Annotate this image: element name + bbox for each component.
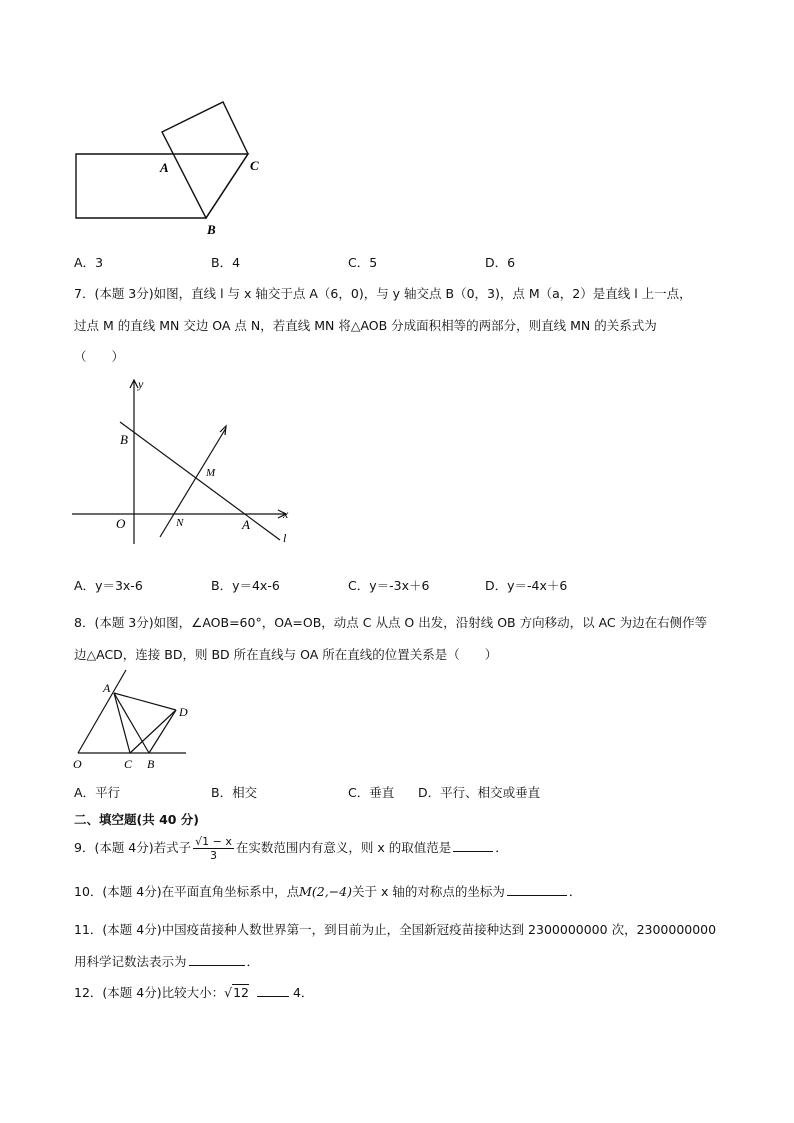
q7-option-c: C．y＝-3x＋6 [348, 578, 430, 593]
q7-option-a: A．y＝3x-6 [74, 578, 143, 593]
q10-text [74, 882, 581, 900]
q10-end: ． [568, 884, 582, 899]
q12-text [74, 983, 313, 1001]
q7-line-mn [160, 428, 226, 537]
q12-sqrt-value: 12 [233, 985, 249, 1000]
q8-label-b: B [147, 757, 155, 771]
q7-option-d: D．y＝-4x＋6 [485, 578, 568, 593]
q9-fraction-denominator: 3 [210, 849, 217, 862]
q11-line2-prefix: 用科学记数法表示为 [74, 954, 187, 969]
q11-text-line1: 11．(本题 4分)中国疫苗接种人数世界第一，到目前为止，全国新冠疫苗接种达到 2300000000 次，2300000000 [74, 922, 717, 937]
q7-text-line3: （ ） [74, 349, 125, 364]
q6-option-c: C．5 [348, 255, 378, 270]
q6-option-b: B．4 [211, 255, 241, 270]
q6-label-b: B [207, 222, 216, 236]
q8-seg-ac [114, 693, 130, 753]
q8-option-d: D．平行、相交或垂直 [418, 785, 541, 800]
q7-option-b: B．y＝4x-6 [211, 578, 280, 593]
q9-prefix: 9．(本题 4分)若式子 [74, 840, 192, 855]
q10-answer-blank[interactable] [507, 883, 567, 896]
q6-option-d: D．6 [485, 255, 516, 270]
q8-label-a: A [103, 681, 111, 695]
q7-figure [68, 372, 308, 552]
q8-seg-ab [114, 693, 149, 753]
q7-label-a: A [242, 517, 250, 532]
q10-prefix: 10．(本题 4分)在平面直角坐标系中，点 [74, 884, 300, 899]
q7-label-m: M [206, 467, 216, 479]
q8-label-d: D [179, 705, 188, 719]
q12-answer-blank[interactable] [257, 984, 289, 997]
q10-point: M(2,−4) [299, 884, 352, 899]
q9-text [74, 834, 508, 862]
q9-fraction-numerator: √1 − x [195, 835, 232, 848]
q6-option-a: A．3 [74, 255, 104, 270]
q8-figure [70, 664, 200, 772]
q7-text-line1: 7．(本题 3分)如图，直线 l 与 x 轴交于点 A（6，0)，与 y 轴交点 B（0，3)，点 M（a，2）是直线 l 上一点， [74, 286, 692, 301]
q11-end: ． [246, 954, 260, 969]
q8-option-c: C．垂直 [348, 785, 395, 800]
q7-label-l: l [283, 531, 287, 545]
q8-text-line1: 8．(本题 3分)如图，∠AOB=60°，OA=OB，动点 C 从点 O 出发，沿射线 OB 方向移动，以 AC 为边在右侧作等 [74, 615, 708, 630]
q11-answer-blank[interactable] [189, 953, 245, 966]
q7-label-x: x [283, 507, 289, 521]
q9-suffix: 在实数范围内有意义，则 x 的取值范是 [235, 840, 452, 855]
q8-text-line2: 边△ACD，连接 BD，则 BD 所在直线与 OA 所在直线的位置关系是（ ） [74, 647, 498, 662]
q12-sqrt-sign: √ [224, 985, 233, 1000]
q10-suffix: 关于 x 轴的对称点的坐标为 [352, 884, 505, 899]
q8-option-b: B．相交 [211, 785, 258, 800]
q12-prefix: 12．(本题 4分)比较大小： [74, 985, 225, 1000]
q6-figure [70, 96, 270, 236]
q7-text-line2: 过点 M 的直线 MN 交边 OA 点 N，若直线 MN 将△AOB 分成面积相等的两部分，则直线 MN 的关系式为 [74, 318, 657, 333]
q7-line-l [120, 422, 280, 540]
q8-label-c: C [124, 757, 133, 771]
section-2-heading: 二、填空题(共 40 分) [74, 812, 200, 827]
q7-label-o: O [116, 516, 126, 531]
q9-fraction [193, 835, 234, 862]
q7-label-y: y [138, 377, 144, 391]
q8-label-o: O [73, 757, 82, 771]
q9-end: ． [495, 840, 508, 855]
q6-label-c: C [250, 158, 259, 173]
q9-answer-blank[interactable] [453, 839, 493, 852]
q8-seg-ad [114, 693, 176, 710]
q12-suffix: 4． [292, 985, 314, 1000]
q6-label-a: A [160, 160, 169, 175]
q6-square [162, 102, 248, 218]
q11-text-line2 [74, 952, 259, 970]
q8-option-a: A．平行 [74, 785, 121, 800]
q7-label-b: B [120, 432, 128, 447]
q7-label-n: N [176, 517, 184, 529]
